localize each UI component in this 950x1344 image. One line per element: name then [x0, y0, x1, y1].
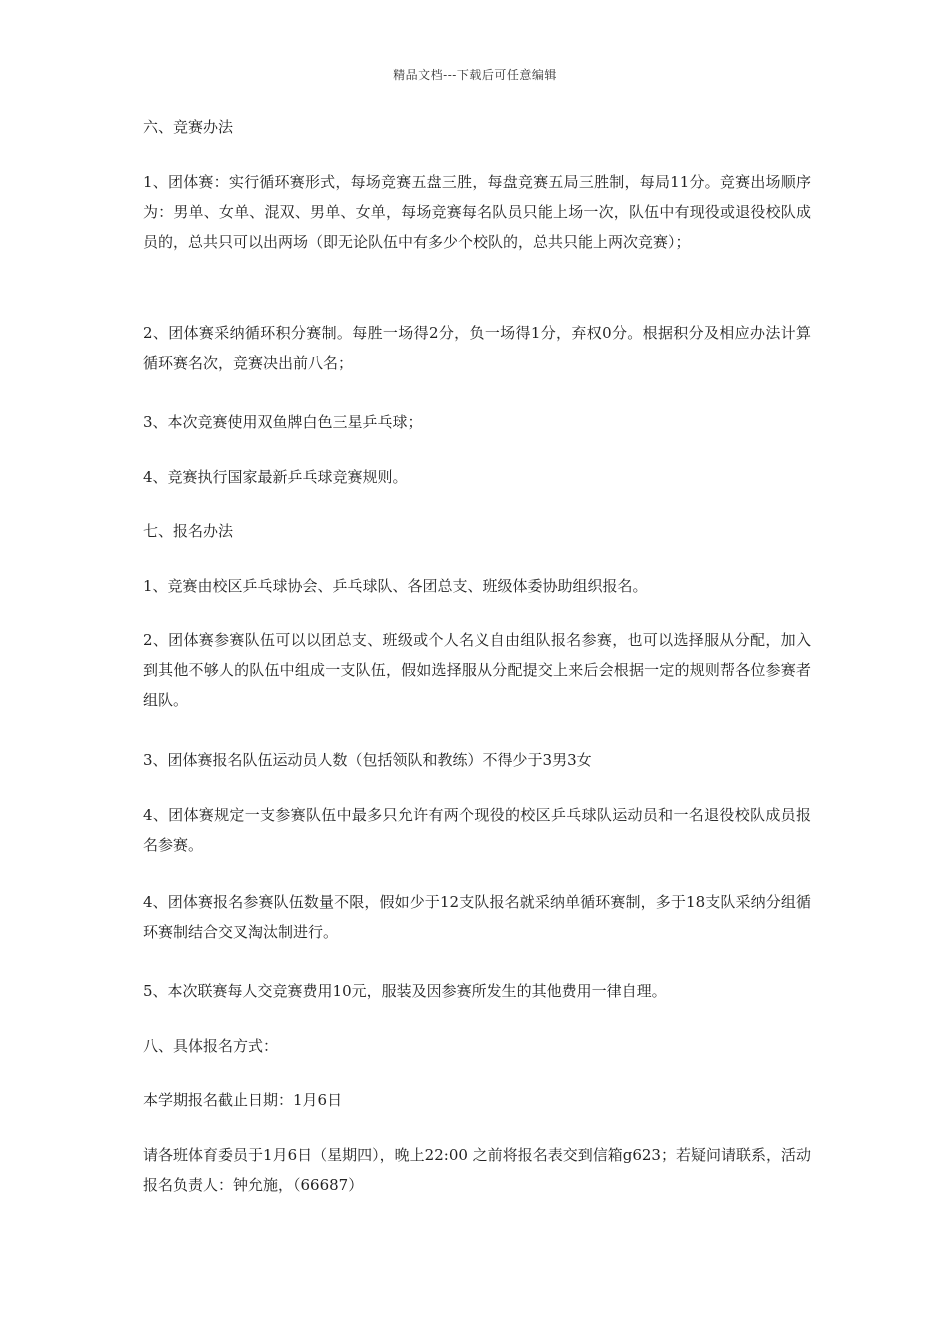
paragraph-deadline: 本学期报名截止日期：1月6日 [143, 1091, 343, 1109]
paragraph-rules: 4、竞赛执行国家最新乒乓球竞赛规则。 [143, 468, 408, 486]
paragraph-team-format: 1、团体赛：实行循环赛形式，每场竞赛五盘三胜，每盘竞赛五局三胜制，每局11分。竞赛出场顺序为：男单、女单、混双、男单、女单，每场竞赛每名队员只能上场一次，队伍中有现役或退役校队成员的，总共只可以出两场（即无论队伍中有多少个校队的，总共只能上两次竞赛）； [143, 173, 811, 251]
paragraph-team-formation: 2、团体赛参赛队伍可以以团总支、班级或个人名义自由组队报名参赛，也可以选择服从分配，加入到其他不够人的队伍中组成一支队伍，假如选择服从分配提交上来后会根据一定的规则帮各位参赛者组队。 [143, 631, 811, 709]
page-header: 精品文档---下载后可任意编辑 [393, 68, 557, 82]
paragraph-ball: 3、本次竞赛使用双鱼牌白色三星乒乓球； [143, 413, 423, 431]
paragraph-player-limits: 4、团体赛规定一支参赛队伍中最多只允许有两个现役的校区乒乓球队运动员和一名退役校队成员报名参赛。 [143, 806, 811, 854]
section-heading-registration: 七、报名办法 [143, 522, 234, 540]
paragraph-team-size: 3、团体赛报名队伍运动员人数（包括领队和教练）不得少于3男3女 [143, 751, 592, 769]
paragraph-scoring: 2、团体赛采纳循环积分赛制。每胜一场得2分，负一场得1分，弃权0分。根据积分及相应办法计算循环赛名次，竞赛决出前八名； [143, 324, 811, 372]
section-heading-competition-rules: 六、竞赛办法 [143, 118, 234, 136]
paragraph-fees: 5、本次联赛每人交竞赛费用10元，服装及因参赛所发生的其他费用一律自理。 [143, 982, 667, 1000]
paragraph-team-count: 4、团体赛报名参赛队伍数量不限，假如少于12支队报名就采纳单循环赛制，多于18支队采纳分组循环赛制结合交叉淘汰制进行。 [143, 893, 811, 941]
section-heading-registration-method: 八、具体报名方式： [143, 1037, 279, 1055]
paragraph-organizers: 1、竞赛由校区乒乓球协会、乒乓球队、各团总支、班级体委协助组织报名。 [143, 577, 648, 595]
paragraph-contact: 请各班体育委员于1月6日（星期四），晚上22:00 之前将报名表交到信箱g623；若疑问请联系，活动报名负责人：钟允施，（66687） [143, 1146, 811, 1194]
